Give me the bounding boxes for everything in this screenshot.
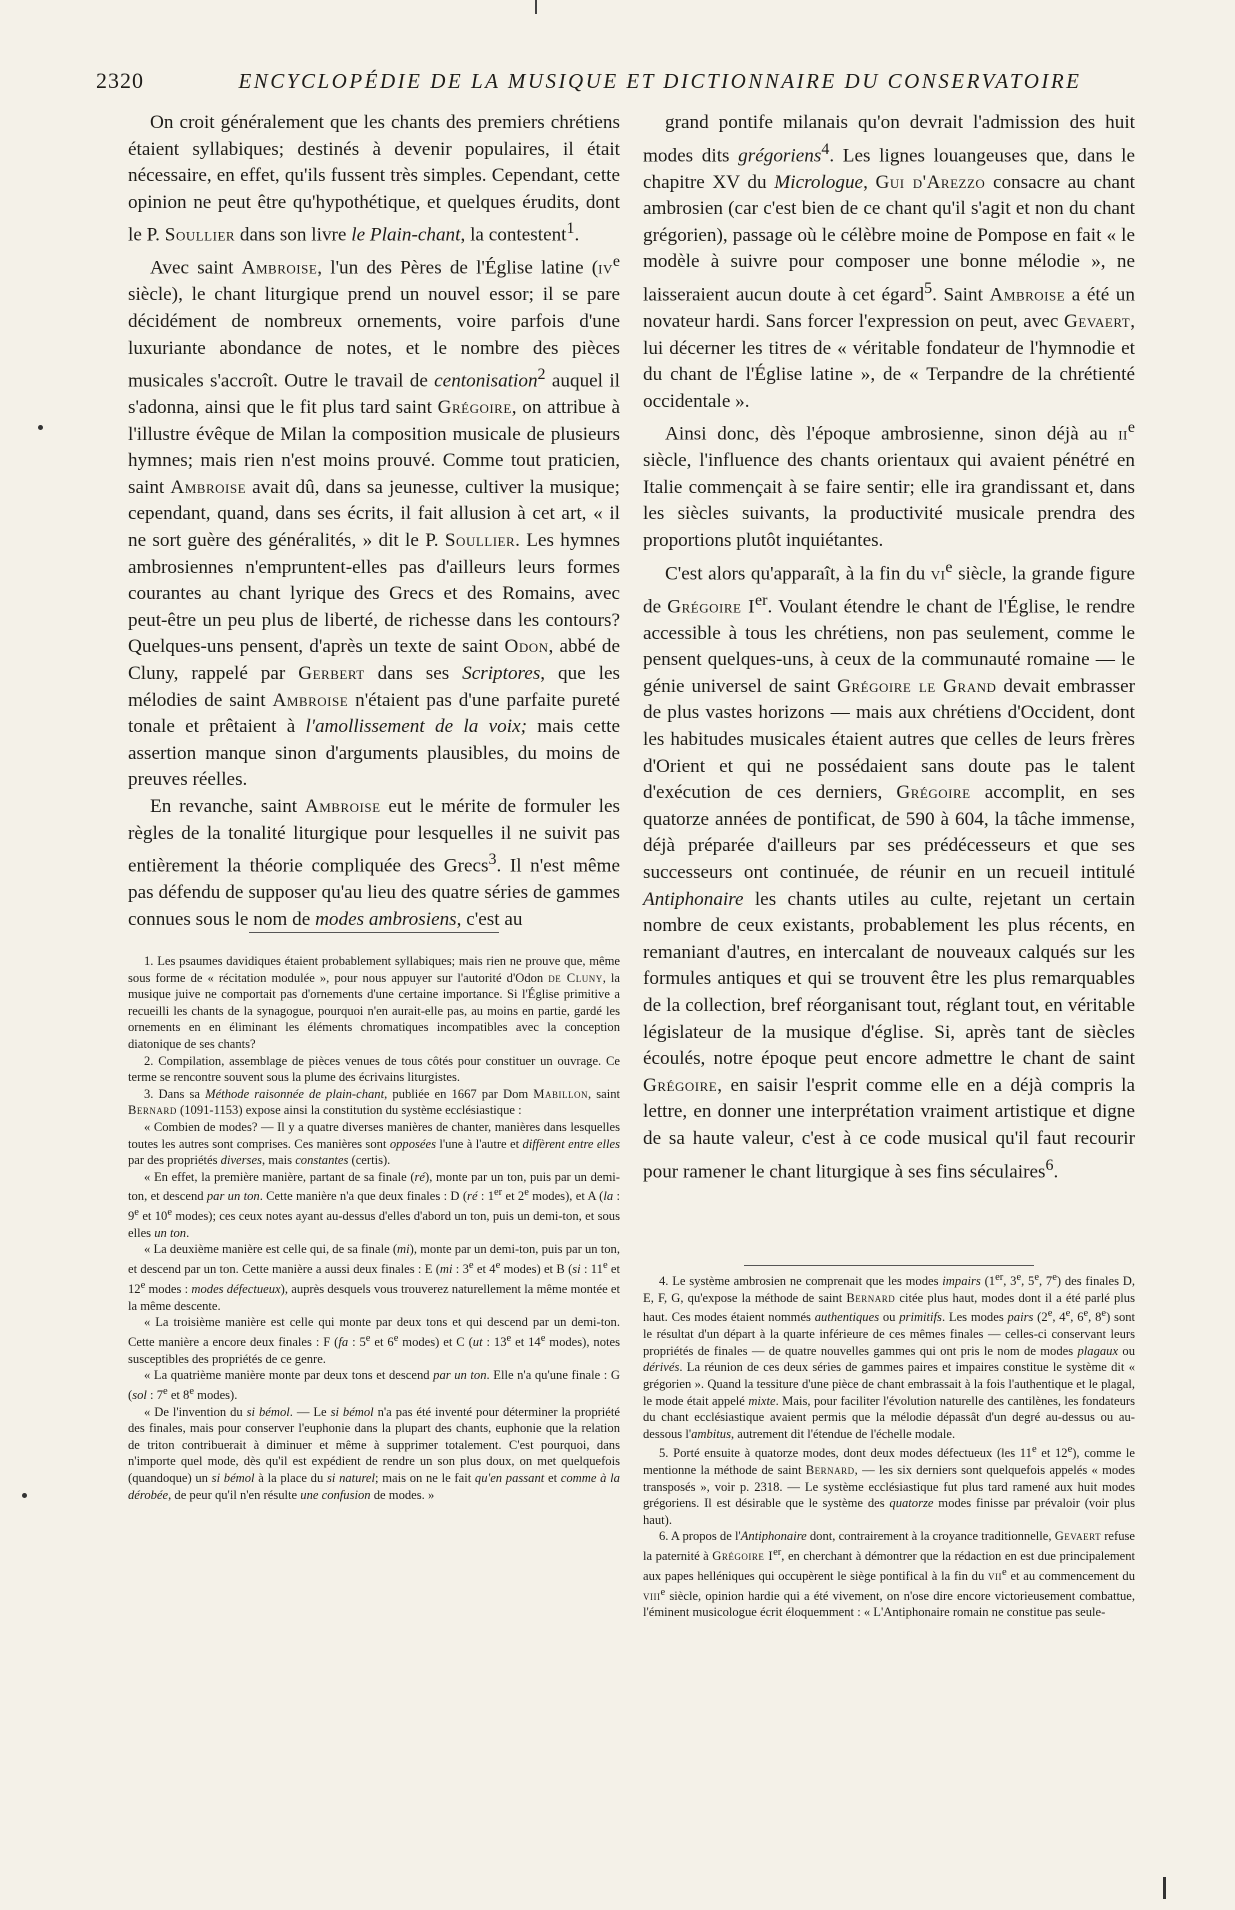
bottom-edge-mark [1163,1877,1166,1899]
footnotes-left [128,932,620,1503]
body-paragraph: Avec saint Ambroise, l'un des Pères de l'Église latine ($iv^e$ siècle), le chant liturgique prend un nouvel essor; il se pare décidément de nombreux ornements, voire parfois d'une luxuriante abondance de notes, et le nombre des pièces musicales s'accroît. Outre le travail de centonisation$^2$ auquel il s'adonna, ainsi que le fit plus tard saint Grégoire, on attribue à l'illustre évêque de Milan la composition musicale de plusieurs hymnes; mais rien n'est moins prouvé. Comme tout praticien, saint Ambroise avait dû, dans sa jeunesse, cultiver la musique; cependant, quand, dans ses écrits, il fait allusion à cet art, « il ne sort guère des généralités, » dit le P. Soullier. Les hymnes ambrosiennes n'empruntent-elles pas d'ailleurs leurs formes courantes au chant lyrique des Grecs et des Romains, avec peut-être un peu plus de liberté, de richesse dans les contours? Quelques-uns pensent, d'après un texte de saint Odon, abbé de Cluny, rappelé par Gerbert dans ses Scriptores, que les mélodies de saint Ambroise n'étaient pas d'une parfaite pureté tonale et prêtaient à l'amollissement de la voix; mais cette assertion manque sinon d'arguments plausibles, du moins de preuves réelles. [128,253,621,791]
footnote-rule [249,932,499,933]
footnote: 1. Les psaumes davidiques étaient probablement syllabiques; mais rien ne prouve que, même sous forme de « récitation modulée », pour nous appuyer sur l'autorité d'Odon de Cluny, la musique juive ne comportait pas d'ornements d'une certaine importance. Si l'Église primitive a recueilli les chants de la synagogue, pourquoi n'en aurait-elle pas, au moins en partie, gardé les ornements en en éliminant les éléments chromatiques incompatibles avec la conception diatonique de ses chants? [128,954,621,1051]
footnote: « La quatrième manière monte par deux tons et descend par un ton. Elle n'a qu'une finale : G (sol : 7e et 8e modes). [128,1368,620,1402]
margin-mark [22,1493,27,1498]
footnote: « En effet, la première manière, partant de sa finale (ré), monte par un ton, puis par un demi-ton, et descend par un ton. Cette manière n'a que deux finales : D (ré : 1er et 2e modes), et A (la : 9e et 10e modes); ces ceux notes ayant au-dessus d'elles d'abord un ton, puis un demi-ton, et sous elles un ton. [128,1169,620,1240]
footnote: « La troisième manière est celle qui monte par deux tons et qui descend par un demi-ton. Cette manière a encore deux finales : F (fa : 5e et 6e modes) et C (ut : 13e et 14e modes), notes susceptibles des propriétés de ce genre. [128,1315,621,1366]
footnote: « Combien de modes? — Il y a quatre diverses manières de chanter, manières dans lesquelles toutes les autres sont comprises. Ces manières sont opposées l'une à l'autre et diffèrent entre elles par des propriétés diverses, mais constantes (certis). [128,1119,620,1168]
top-edge-mark [535,0,537,14]
footnote: « De l'invention du si bémol. — Le si bémol n'a pas été inventé pour déterminer la propriété des finales, mais pour conserver l'euphonie dans la plupart des chants, euphonie que la relation de triton contribuerait à diminuer et même à supprimer totalement. C'est pourquoi, dans n'importe quel mode, dès qu'il est expédient de rendre un son plus doux, on met quelquefois (quandoque) un si bémol à la place du si naturel; mais on ne le fait qu'en passant et comme à la dérobée, de peur qu'il n'en résulte une confusion de modes. » [128,1404,620,1502]
footnote: 2. Compilation, assemblage de pièces venues de tous côtés pour constituer un ouvrage. Ce terme se rencontre souvent sous la plume des écrivains liturgistes. [128,1053,620,1085]
margin-mark [38,425,43,430]
body-paragraph: On croit généralement que les chants des premiers chrétiens étaient syllabiques; destinés à devenir populaires, il était nécessaire, en effet, qu'ils fussent très simples. Cependant, cette opinion ne peut être qu'hypothétique, et quelques érudits, dont le P. Soullier dans son livre le Plain-chant, la contestent$^1$. [128,112,620,246]
body-paragraph: C'est alors qu'apparaît, à la fin du $vi^e$ siècle, la grande figure de Grégoire Ier. Voulant étendre le chant de l'Église, le rendre accessible à tous les chrétiens, non pas seulement, comme le pensent quelques-uns, à ceux de la communauté romaine — le génie universel de saint Grégoire le Grand devait embrasser de plus vastes horizons — mais aux chrétiens d'Occident, dont les habitudes musicales étaient autres que celles de leurs frères d'Orient et qui ne possédaient sans doute pas le talent d'exécution de ces derniers, Grégoire accomplit, en ses quatorze années de pontificat, de 590 à 604, la tâche immense, déjà préparée d'ailleurs par ses prédécesseurs et que ses successeurs ont continuée, de réunir en un recueil intitulé Antiphonaire les chants utiles au culte, rejetant un certain nombre de ceux existants, probablement les plus récents, en remaniant d'autres, en intercalant de nouveaux calqués sur les formules antiques et qui se trouvent être les plus remarquables de la collection, bref réorganisant tout, réglant tout, en véritable législateur de la musique d'église. Si, après tant de siècles écoulés, notre époque peut encore admettre le chant de saint Grégoire, en saisir l'esprit comme elle en a déjà compris la lettre, en donner une interprétation vraiment artistique et digne de sa haute valeur, c'est à ce code musical qu'il faut recourir pour ramener le chant liturgique à ses fins séculaires$^6$. [643,558,1136,1182]
footnote: 6. A propos de l'Antiphonaire dont, contrairement à la croyance traditionnelle, Gevaert refuse la paternité à Grégoire Ier, en cherchant à démontrer que la rédaction en est due principalement aux papes helléniques qui occupèrent le siège pontifical à la fin du vii$^e$ et au commencement du viii$^e$ siècle, opinion hardie qui a été vivement, on n'ose dire encore victorieusement combattue, l'éminent musicologue écrit éloquemment : « L'Antiphonaire romain ne constitue pas seule- [643,1529,1136,1620]
footnote: 4. Le système ambrosien ne comprenait que les modes impairs (1er, 3e, 5e, 7e) des finales D, E, F, G, qu'expose la méthode de saint Bernard citée plus haut, modes dont il a été parlé plus haut. Ces modes étaient nommés authentiques ou primitifs. Les modes pairs (2e, 4e, 6e, 8e) sont le résultat d'un départ à la quarte inférieure de ces mêmes finales — celles-ci conservant leurs propriétés de finales — de quatre nouvelles gammes qui ont pris le nom de modes plagaux ou dérivés. La réunion de ces deux séries de gammes paires et impaires constitue le système dit « grégorien ». Quand la tessiture d'une pièce de chant embrassait à la fois l'authentique et le plagal, le mode était appelé mixte. Mais, pour faciliter l'évolution naturelle des cantilènes, les fondateurs du chant ecclésiastique avaient permis que la mélodie dépassât d'un degré au-dessus ou au-dessous l'ambitus, autrement dit l'étendue de l'échelle modale. [643,1272,1136,1441]
body-column-left [128,110,620,933]
footnotes-right [643,1265,1135,1621]
running-title: ENCYCLOPÉDIE DE LA MUSIQUE ET DICTIONNAIRE DU CONSERVATOIRE [238,69,1082,93]
footnote-rule [744,1265,1034,1266]
body-paragraph: grand pontife milanais qu'on devrait l'admission des huit modes dits grégoriens$^4$. Les lignes louangeuses que, dans le chapitre XV du Micrologue, Gui d'Arezzo consacre au chant ambrosien (car c'est bien de ce chant qu'il s'agit et non du chant grégorien), passage où le célèbre moine de Pompose en fait « le modèle à suivre pour composer une bonne mélodie », ne laisseraient aucun doute à cet égard$^5$. Saint Ambroise a été un novateur hardi. Sans forcer l'expression on peut, avec Gevaert, lui décerner les titres de « véritable fondateur de l'hymnodie et du chant de l'Église latine », de « Terpandre de la chrétienté occidentale ». [643,112,1135,412]
body-paragraph: Ainsi donc, dès l'époque ambrosienne, sinon déjà au $ii^e$ siècle, l'influence des chants orientaux qui avaient pénétré en Italie commençait à se faire sentir; elle ira grandissant et, dans les siècles suivants, la productivité musicale prendra des proportions plutôt inquiétantes. [643,419,1135,552]
footnote: 3. Dans sa Méthode raisonnée de plain-chant, publiée en 1667 par Dom Mabillon, saint Bernard (1091-1153) expose ainsi la constitution du système ecclésiastique : [128,1086,621,1118]
body-paragraph: En revanche, saint Ambroise eut le mérite de formuler les règles de la tonalité liturgique pour lesquelles il ne suivit pas entièrement la théorie compliquée des Grecs$^3$. Il n'est même pas défendu de supposer qu'au lieu des quatre séries de gammes connues sous le nom de modes ambrosiens, c'est au [128,796,621,930]
page-number: 2320 [96,68,144,93]
footnote: 5. Porté ensuite à quatorze modes, dont deux modes défectueux (les 11e et 12e), comme le mentionne la méthode de saint Bernard, — les six derniers sont quelquefois appelés « modes transposés », voir p. 2318. — Le système ecclésiastique fut plus tard ramené aux huit modes grégoriens. Il est désirable que le système des quatorze modes finisse par prévaloir (voir plus haut). [643,1444,1136,1527]
body-column-right [643,110,1135,1186]
page-header [96,68,1136,98]
footnote: « La deuxième manière est celle qui, de sa finale (mi), monte par un demi-ton, puis par un ton, et descend par un ton. Cette manière a aussi deux finales : E (mi : 3e et 4e modes) et B (si : 11e et 12e modes : modes défectueux), auprès desquels vous trouverez naturellement la même montée et la même descente. [128,1242,621,1313]
